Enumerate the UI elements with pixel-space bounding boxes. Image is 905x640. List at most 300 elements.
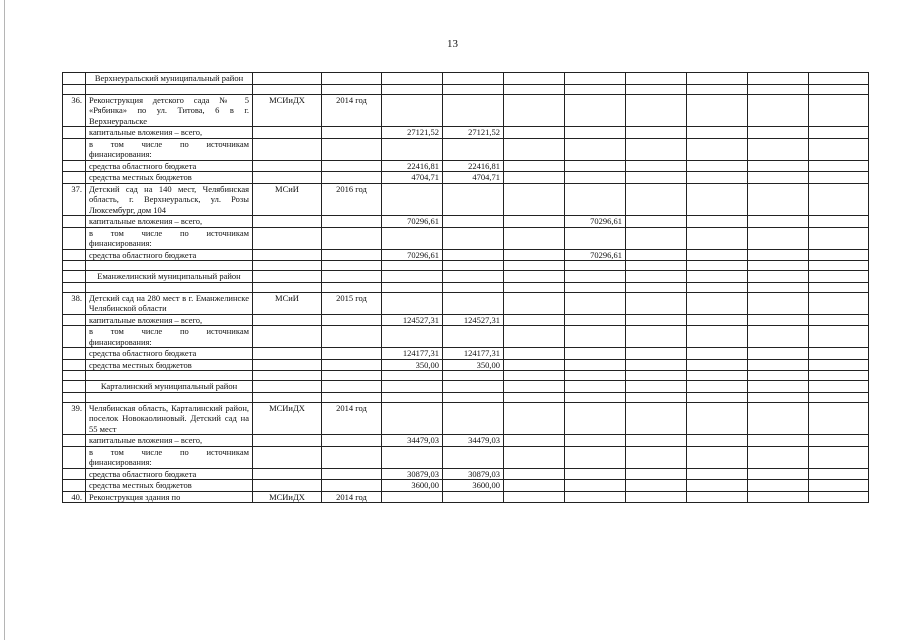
empty-cell [565,271,626,283]
empty-cell [626,348,687,360]
agency [253,348,322,360]
empty-cell [687,73,748,85]
value-2015 [504,446,565,468]
agency [253,468,322,480]
empty-cell [809,216,869,228]
agency [253,326,322,348]
agency: МСИиДХ [253,402,322,435]
empty-cell [626,271,687,283]
empty-cell [626,446,687,468]
empty-cell [809,183,869,216]
agency [253,446,322,468]
empty-cell [809,326,869,348]
empty-cell [626,249,687,261]
agency [253,480,322,492]
empty-cell [86,282,253,292]
empty-cell [322,381,382,393]
value-2014: 124177,31 [443,348,504,360]
page-edge-line [4,0,5,640]
empty-cell [809,314,869,326]
empty-cell [626,84,687,94]
funding-label: средства местных бюджетов [86,172,253,184]
district-header-row [63,381,869,393]
district-header-row [63,271,869,283]
value-2015 [504,348,565,360]
empty-cell [748,183,809,216]
empty-cell [504,381,565,393]
empty-cell [809,94,869,127]
empty-cell [748,94,809,127]
empty-cell [748,381,809,393]
empty-cell [748,216,809,228]
year [322,138,382,160]
value-2014 [443,402,504,435]
value-total [382,326,443,348]
empty-cell [63,216,86,228]
value-total: 27121,52 [382,127,443,139]
empty-cell [565,381,626,393]
empty-cell [253,392,322,402]
empty-cell [565,84,626,94]
empty-cell [565,261,626,271]
empty-cell [748,160,809,172]
value-2016 [565,94,626,127]
value-2016 [565,491,626,503]
empty-cell [626,138,687,160]
item-number: 38. [63,292,86,314]
value-2016 [565,435,626,447]
empty-cell [809,227,869,249]
object-row [63,402,869,435]
value-2016 [565,402,626,435]
value-2015 [504,160,565,172]
district-header-row [63,73,869,85]
empty-cell [687,326,748,348]
empty-cell [63,227,86,249]
empty-cell [687,138,748,160]
empty-cell [809,402,869,435]
agency [253,127,322,139]
empty-cell [626,381,687,393]
funding-row [63,348,869,360]
value-total [382,227,443,249]
empty-cell [748,127,809,139]
value-total [382,183,443,216]
empty-cell [626,480,687,492]
empty-cell [748,227,809,249]
value-total: 22416,81 [382,160,443,172]
agency [253,172,322,184]
value-2015 [504,216,565,228]
empty-cell [63,160,86,172]
empty-cell [322,271,382,283]
funding-row [63,127,869,139]
funding-row [63,249,869,261]
agency: МСиИ [253,292,322,314]
empty-cell [443,392,504,402]
value-2016 [565,127,626,139]
empty-cell [443,371,504,381]
agency [253,227,322,249]
value-total [382,491,443,503]
funding-row [63,326,869,348]
empty-cell [63,314,86,326]
empty-cell [63,73,86,85]
empty-cell [809,381,869,393]
value-2014 [443,183,504,216]
empty-cell [626,183,687,216]
empty-cell [809,468,869,480]
empty-cell [748,172,809,184]
object-name: Реконструкция здания по [86,491,253,503]
year [322,348,382,360]
year [322,446,382,468]
empty-cell [382,392,443,402]
empty-cell [687,84,748,94]
year: 2015 год [322,292,382,314]
empty-cell [687,172,748,184]
empty-cell [626,172,687,184]
empty-cell [687,94,748,127]
empty-cell [253,261,322,271]
empty-cell [253,73,322,85]
empty-cell [253,84,322,94]
empty-cell [687,292,748,314]
empty-cell [63,127,86,139]
item-number: 40. [63,491,86,503]
empty-cell [687,392,748,402]
empty-cell [809,249,869,261]
value-2014: 4704,71 [443,172,504,184]
object-row [63,292,869,314]
district-name: Еманжелинский муниципальный район [86,271,253,283]
empty-cell [687,359,748,371]
empty-cell [63,381,86,393]
empty-cell [687,314,748,326]
value-2014 [443,446,504,468]
funding-row [63,216,869,228]
empty-cell [687,282,748,292]
empty-cell [809,480,869,492]
empty-cell [687,249,748,261]
value-2016 [565,348,626,360]
empty-cell [748,371,809,381]
value-2016 [565,480,626,492]
empty-cell [626,292,687,314]
value-2014 [443,249,504,261]
value-2015 [504,359,565,371]
year: 2016 год [322,183,382,216]
empty-cell [322,84,382,94]
empty-cell [748,446,809,468]
year: 2014 год [322,94,382,127]
empty-cell [809,271,869,283]
empty-cell [748,480,809,492]
empty-cell [322,371,382,381]
funding-label: в том числе по источникам финансирования: [86,138,253,160]
value-2014 [443,491,504,503]
value-2016 [565,359,626,371]
empty-cell [687,468,748,480]
empty-cell [504,73,565,85]
value-2015 [504,292,565,314]
empty-cell [748,314,809,326]
empty-cell [253,381,322,393]
empty-cell [382,84,443,94]
empty-cell [504,271,565,283]
empty-cell [86,392,253,402]
empty-cell [626,371,687,381]
funding-row [63,138,869,160]
value-total: 3600,00 [382,480,443,492]
empty-cell [748,326,809,348]
spacer-row [63,282,869,292]
value-2016 [565,326,626,348]
value-2016 [565,183,626,216]
spacer-row [63,392,869,402]
value-2014 [443,138,504,160]
agency [253,359,322,371]
empty-cell [63,480,86,492]
empty-cell [382,261,443,271]
funding-row [63,480,869,492]
value-total: 124177,31 [382,348,443,360]
agency [253,249,322,261]
agency: МСИиДХ [253,94,322,127]
funding-label: средства областного бюджета [86,468,253,480]
empty-cell [626,94,687,127]
value-2015 [504,435,565,447]
empty-cell [382,282,443,292]
empty-cell [687,227,748,249]
empty-cell [687,160,748,172]
empty-cell [626,314,687,326]
funding-label: средства местных бюджетов [86,480,253,492]
value-2014: 22416,81 [443,160,504,172]
empty-cell [626,359,687,371]
value-2014 [443,326,504,348]
empty-cell [63,348,86,360]
empty-cell [748,435,809,447]
investment-table [62,72,869,503]
value-2016 [565,446,626,468]
empty-cell [748,282,809,292]
object-name: Реконструкция детского сада № 5 «Рябинка» по ул. Титова, 6 в г. Верхнеуральске [86,94,253,127]
empty-cell [809,292,869,314]
value-2014 [443,94,504,127]
funding-label: в том числе по источникам финансирования: [86,446,253,468]
year [322,172,382,184]
agency [253,160,322,172]
year [322,314,382,326]
object-row [63,183,869,216]
empty-cell [322,261,382,271]
year [322,216,382,228]
empty-cell [626,261,687,271]
empty-cell [253,271,322,283]
value-2015 [504,138,565,160]
empty-cell [382,381,443,393]
object-row [63,94,869,127]
value-total [382,402,443,435]
empty-cell [504,84,565,94]
year: 2014 год [322,491,382,503]
empty-cell [809,138,869,160]
empty-cell [626,435,687,447]
empty-cell [687,271,748,283]
value-2014: 27121,52 [443,127,504,139]
agency: МСиИ [253,183,322,216]
value-2016 [565,138,626,160]
year [322,160,382,172]
value-total [382,94,443,127]
value-2015 [504,183,565,216]
empty-cell [565,73,626,85]
year [322,359,382,371]
value-2014 [443,216,504,228]
funding-row [63,435,869,447]
empty-cell [63,138,86,160]
empty-cell [748,491,809,503]
empty-cell [322,73,382,85]
funding-row [63,446,869,468]
value-total: 124527,31 [382,314,443,326]
value-total: 70296,61 [382,216,443,228]
value-total: 4704,71 [382,172,443,184]
empty-cell [63,172,86,184]
empty-cell [748,359,809,371]
empty-cell [809,73,869,85]
value-2016: 70296,61 [565,249,626,261]
value-2016 [565,160,626,172]
value-2015 [504,249,565,261]
empty-cell [809,371,869,381]
empty-cell [63,249,86,261]
year [322,227,382,249]
empty-cell [86,261,253,271]
district-name: Карталинский муниципальный район [86,381,253,393]
empty-cell [626,402,687,435]
value-2015 [504,402,565,435]
empty-cell [687,446,748,468]
value-total [382,292,443,314]
empty-cell [504,282,565,292]
empty-cell [63,282,86,292]
funding-label: капитальные вложения – всего, [86,216,253,228]
page-number: 13 [447,38,458,50]
empty-cell [687,348,748,360]
empty-cell [748,348,809,360]
funding-row [63,359,869,371]
year [322,326,382,348]
funding-label: капитальные вложения – всего, [86,127,253,139]
value-2014 [443,227,504,249]
agency [253,138,322,160]
empty-cell [687,402,748,435]
empty-cell [63,371,86,381]
funding-label: средства областного бюджета [86,249,253,261]
empty-cell [809,359,869,371]
year [322,127,382,139]
empty-cell [809,261,869,271]
value-total: 30879,03 [382,468,443,480]
empty-cell [809,446,869,468]
year [322,435,382,447]
empty-cell [63,271,86,283]
empty-cell [63,392,86,402]
value-2015 [504,468,565,480]
empty-cell [687,261,748,271]
empty-cell [687,480,748,492]
funding-label: в том числе по источникам финансирования: [86,227,253,249]
empty-cell [809,435,869,447]
value-total: 34479,03 [382,435,443,447]
empty-cell [443,84,504,94]
empty-cell [809,392,869,402]
empty-cell [504,392,565,402]
empty-cell [748,468,809,480]
value-2016 [565,468,626,480]
empty-cell [63,84,86,94]
empty-cell [382,271,443,283]
empty-cell [626,392,687,402]
empty-cell [63,359,86,371]
empty-cell [687,371,748,381]
item-number: 37. [63,183,86,216]
empty-cell [748,261,809,271]
value-2014: 124527,31 [443,314,504,326]
value-2014: 350,00 [443,359,504,371]
empty-cell [443,381,504,393]
funding-row [63,227,869,249]
empty-cell [626,127,687,139]
empty-cell [443,261,504,271]
value-2015 [504,127,565,139]
empty-cell [504,371,565,381]
value-2015 [504,94,565,127]
empty-cell [86,371,253,381]
value-2016 [565,292,626,314]
value-2015 [504,480,565,492]
empty-cell [748,392,809,402]
value-2014: 34479,03 [443,435,504,447]
empty-cell [443,282,504,292]
value-total [382,138,443,160]
value-2015 [504,227,565,249]
empty-cell [63,261,86,271]
agency [253,216,322,228]
year [322,249,382,261]
empty-cell [809,348,869,360]
value-2015 [504,314,565,326]
empty-cell [626,282,687,292]
empty-cell [809,172,869,184]
object-name: Детский сад на 140 мест, Челябинская область, г. Верхнеуральск, ул. Розы Люксембург, дом 104 [86,183,253,216]
value-2014: 30879,03 [443,468,504,480]
empty-cell [382,371,443,381]
empty-cell [687,491,748,503]
agency [253,435,322,447]
value-2014: 3600,00 [443,480,504,492]
value-total [382,446,443,468]
empty-cell [253,371,322,381]
empty-cell [748,73,809,85]
agency [253,314,322,326]
empty-cell [687,127,748,139]
year [322,468,382,480]
value-total: 350,00 [382,359,443,371]
empty-cell [63,326,86,348]
